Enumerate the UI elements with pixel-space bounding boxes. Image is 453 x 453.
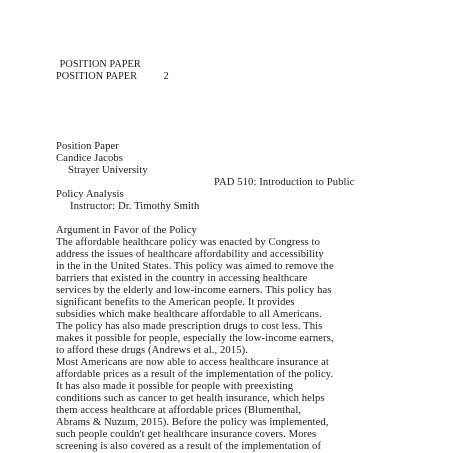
body-line: address the issues of healthcare affordability and accessibility xyxy=(56,249,324,260)
course-line-2: Policy Analysis xyxy=(56,189,124,200)
instructor: Instructor: Dr. Timothy Smith xyxy=(70,201,200,212)
body-line: to afford these drugs (Andrews et al., 2015). xyxy=(56,345,249,356)
running-head-1: POSITION PAPER xyxy=(57,59,141,70)
body-line: subsidies which make healthcare affordable to all Americans. xyxy=(56,309,322,320)
body-line: It has also made it possible for people with preexisting xyxy=(56,381,294,392)
body-line: such people couldn't get healthcare insurance covers. Mores xyxy=(56,429,317,440)
author-name: Candice Jacobs xyxy=(56,153,124,164)
body-line: Abrams & Nuzum, 2015). Before the policy was implemented, xyxy=(56,417,329,428)
body-line: services by the elderly and low-income earners. This policy has xyxy=(56,285,332,296)
body-line: The affordable healthcare policy was enacted by Congress to xyxy=(56,237,320,248)
body-line: makes it possible for people, especially the low-income earners, xyxy=(56,333,334,344)
course-line-1: PAD 510: Introduction to Public xyxy=(214,177,355,188)
body-line: in the in the United States. This policy was aimed to remove the xyxy=(56,261,334,272)
body-line: significant benefits to the American people. It provides xyxy=(56,297,295,308)
body-line: The policy has also made prescription drugs to cost less. This xyxy=(56,321,323,332)
body-line: affordable prices as a result of the implementation of the policy. xyxy=(56,369,334,380)
body-line: conditions such as cancer to get health insurance, which helps xyxy=(56,393,325,404)
body-line: screening is also covered as a result of the implementation of xyxy=(56,441,322,452)
body-line: Most Americans are now able to access healthcare insurance at xyxy=(56,357,329,368)
body-line: barriers that existed in the country in accessing healthcare xyxy=(56,273,308,284)
running-head-2: POSITION PAPER 2 xyxy=(56,71,169,82)
section-heading: Argument in Favor of the Policy xyxy=(56,225,197,236)
paper-title: Position Paper xyxy=(56,141,119,152)
body-line: them access healthcare at affordable prices (Blumenthal, xyxy=(56,405,302,416)
institution: Strayer University xyxy=(68,165,148,176)
